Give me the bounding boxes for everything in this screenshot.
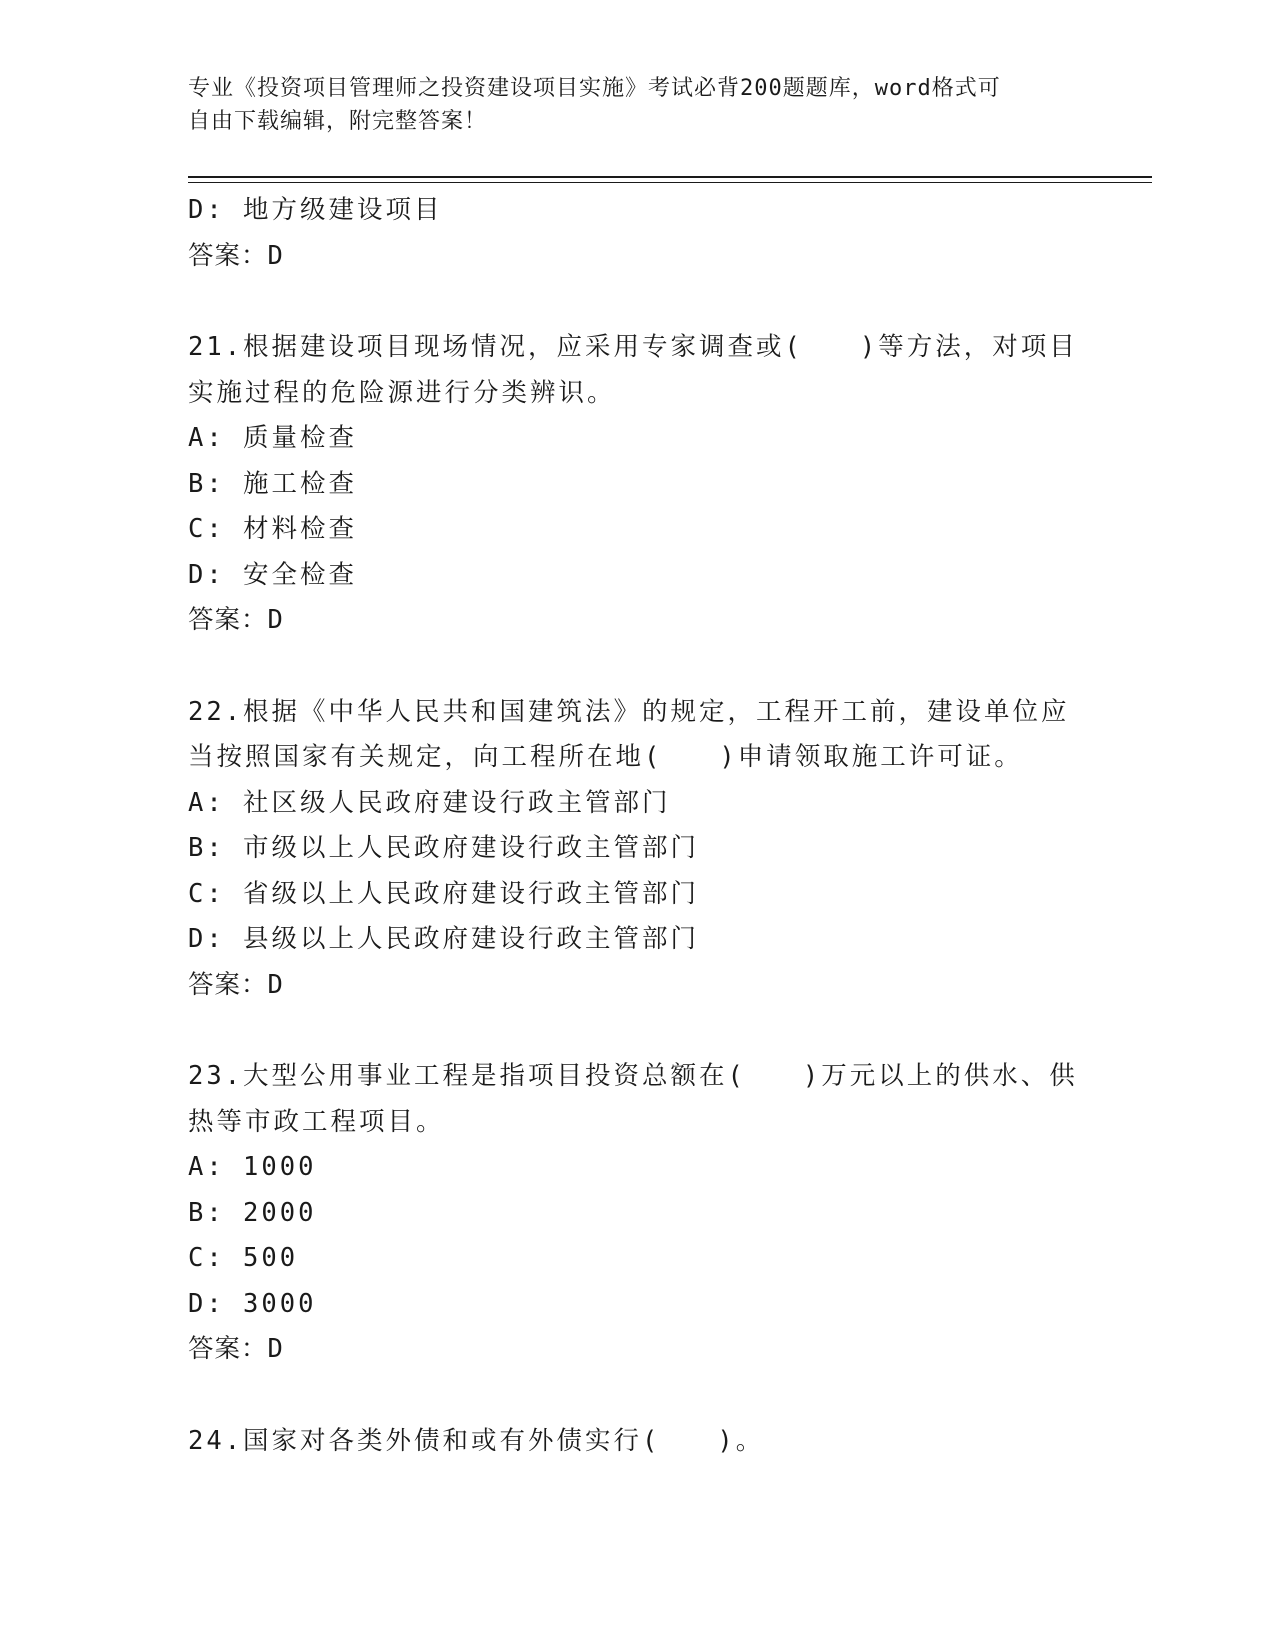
previous-question-tail — [188, 188, 1088, 279]
header-rule-thin — [188, 182, 1152, 183]
option-d: D: 安全检查 — [188, 559, 358, 590]
question-23 — [188, 1054, 1088, 1373]
option-d: D: 3000 — [188, 1288, 317, 1319]
question-stem-line: 当按照国家有关规定，向工程所在地( )申请领取施工许可证。 — [188, 742, 1023, 772]
answer-line: 答案：D — [188, 969, 284, 1000]
option-c: C: 500 — [188, 1243, 299, 1273]
document-header — [188, 72, 1068, 138]
answer-line: 答案：D — [188, 605, 284, 635]
option-a: A: 质量检查 — [188, 423, 358, 453]
question-body — [188, 188, 1088, 1464]
question-stem-line: 热等市政工程项目。 — [188, 1106, 445, 1137]
question-stem-line: 实施过程的危险源进行分类辨识。 — [188, 377, 616, 408]
option-b: B: 市级以上人民政府建设行政主管部门 — [188, 833, 700, 863]
option-a: A: 1000 — [188, 1152, 317, 1182]
option-b: B: 施工检查 — [188, 468, 358, 499]
answer-line: 答案：D — [188, 240, 284, 271]
header-line-1: 专业《投资项目管理师之投资建设项目实施》考试必背200题题库，word格式可 — [188, 76, 1001, 101]
option-b: B: 2000 — [188, 1197, 317, 1228]
question-stem-line: 21.根据建设项目现场情况，应采用专家调查或( )等方法，对项目 — [188, 332, 1078, 362]
header-rule-thick — [188, 176, 1152, 178]
question-stem-line: 23.大型公用事业工程是指项目投资总额在( )万元以上的供水、供 — [188, 1061, 1078, 1091]
option-a: A: 社区级人民政府建设行政主管部门 — [188, 787, 671, 818]
option-d: D: 地方级建设项目 — [188, 195, 443, 225]
question-stem-line: 24.国家对各类外债和或有外债实行( )。 — [188, 1425, 765, 1456]
question-24 — [188, 1419, 1088, 1465]
question-stem-line: 22.根据《中华人民共和国建筑法》的规定，工程开工前，建设单位应 — [188, 696, 1070, 727]
option-d: D: 县级以上人民政府建设行政主管部门 — [188, 924, 700, 954]
option-c: C: 材料检查 — [188, 514, 358, 544]
question-22 — [188, 690, 1088, 1009]
header-line-2: 自由下载编辑，附完整答案！ — [188, 109, 488, 134]
question-21 — [188, 325, 1088, 644]
option-c: C: 省级以上人民政府建设行政主管部门 — [188, 878, 700, 909]
answer-line: 答案：D — [188, 1334, 284, 1364]
